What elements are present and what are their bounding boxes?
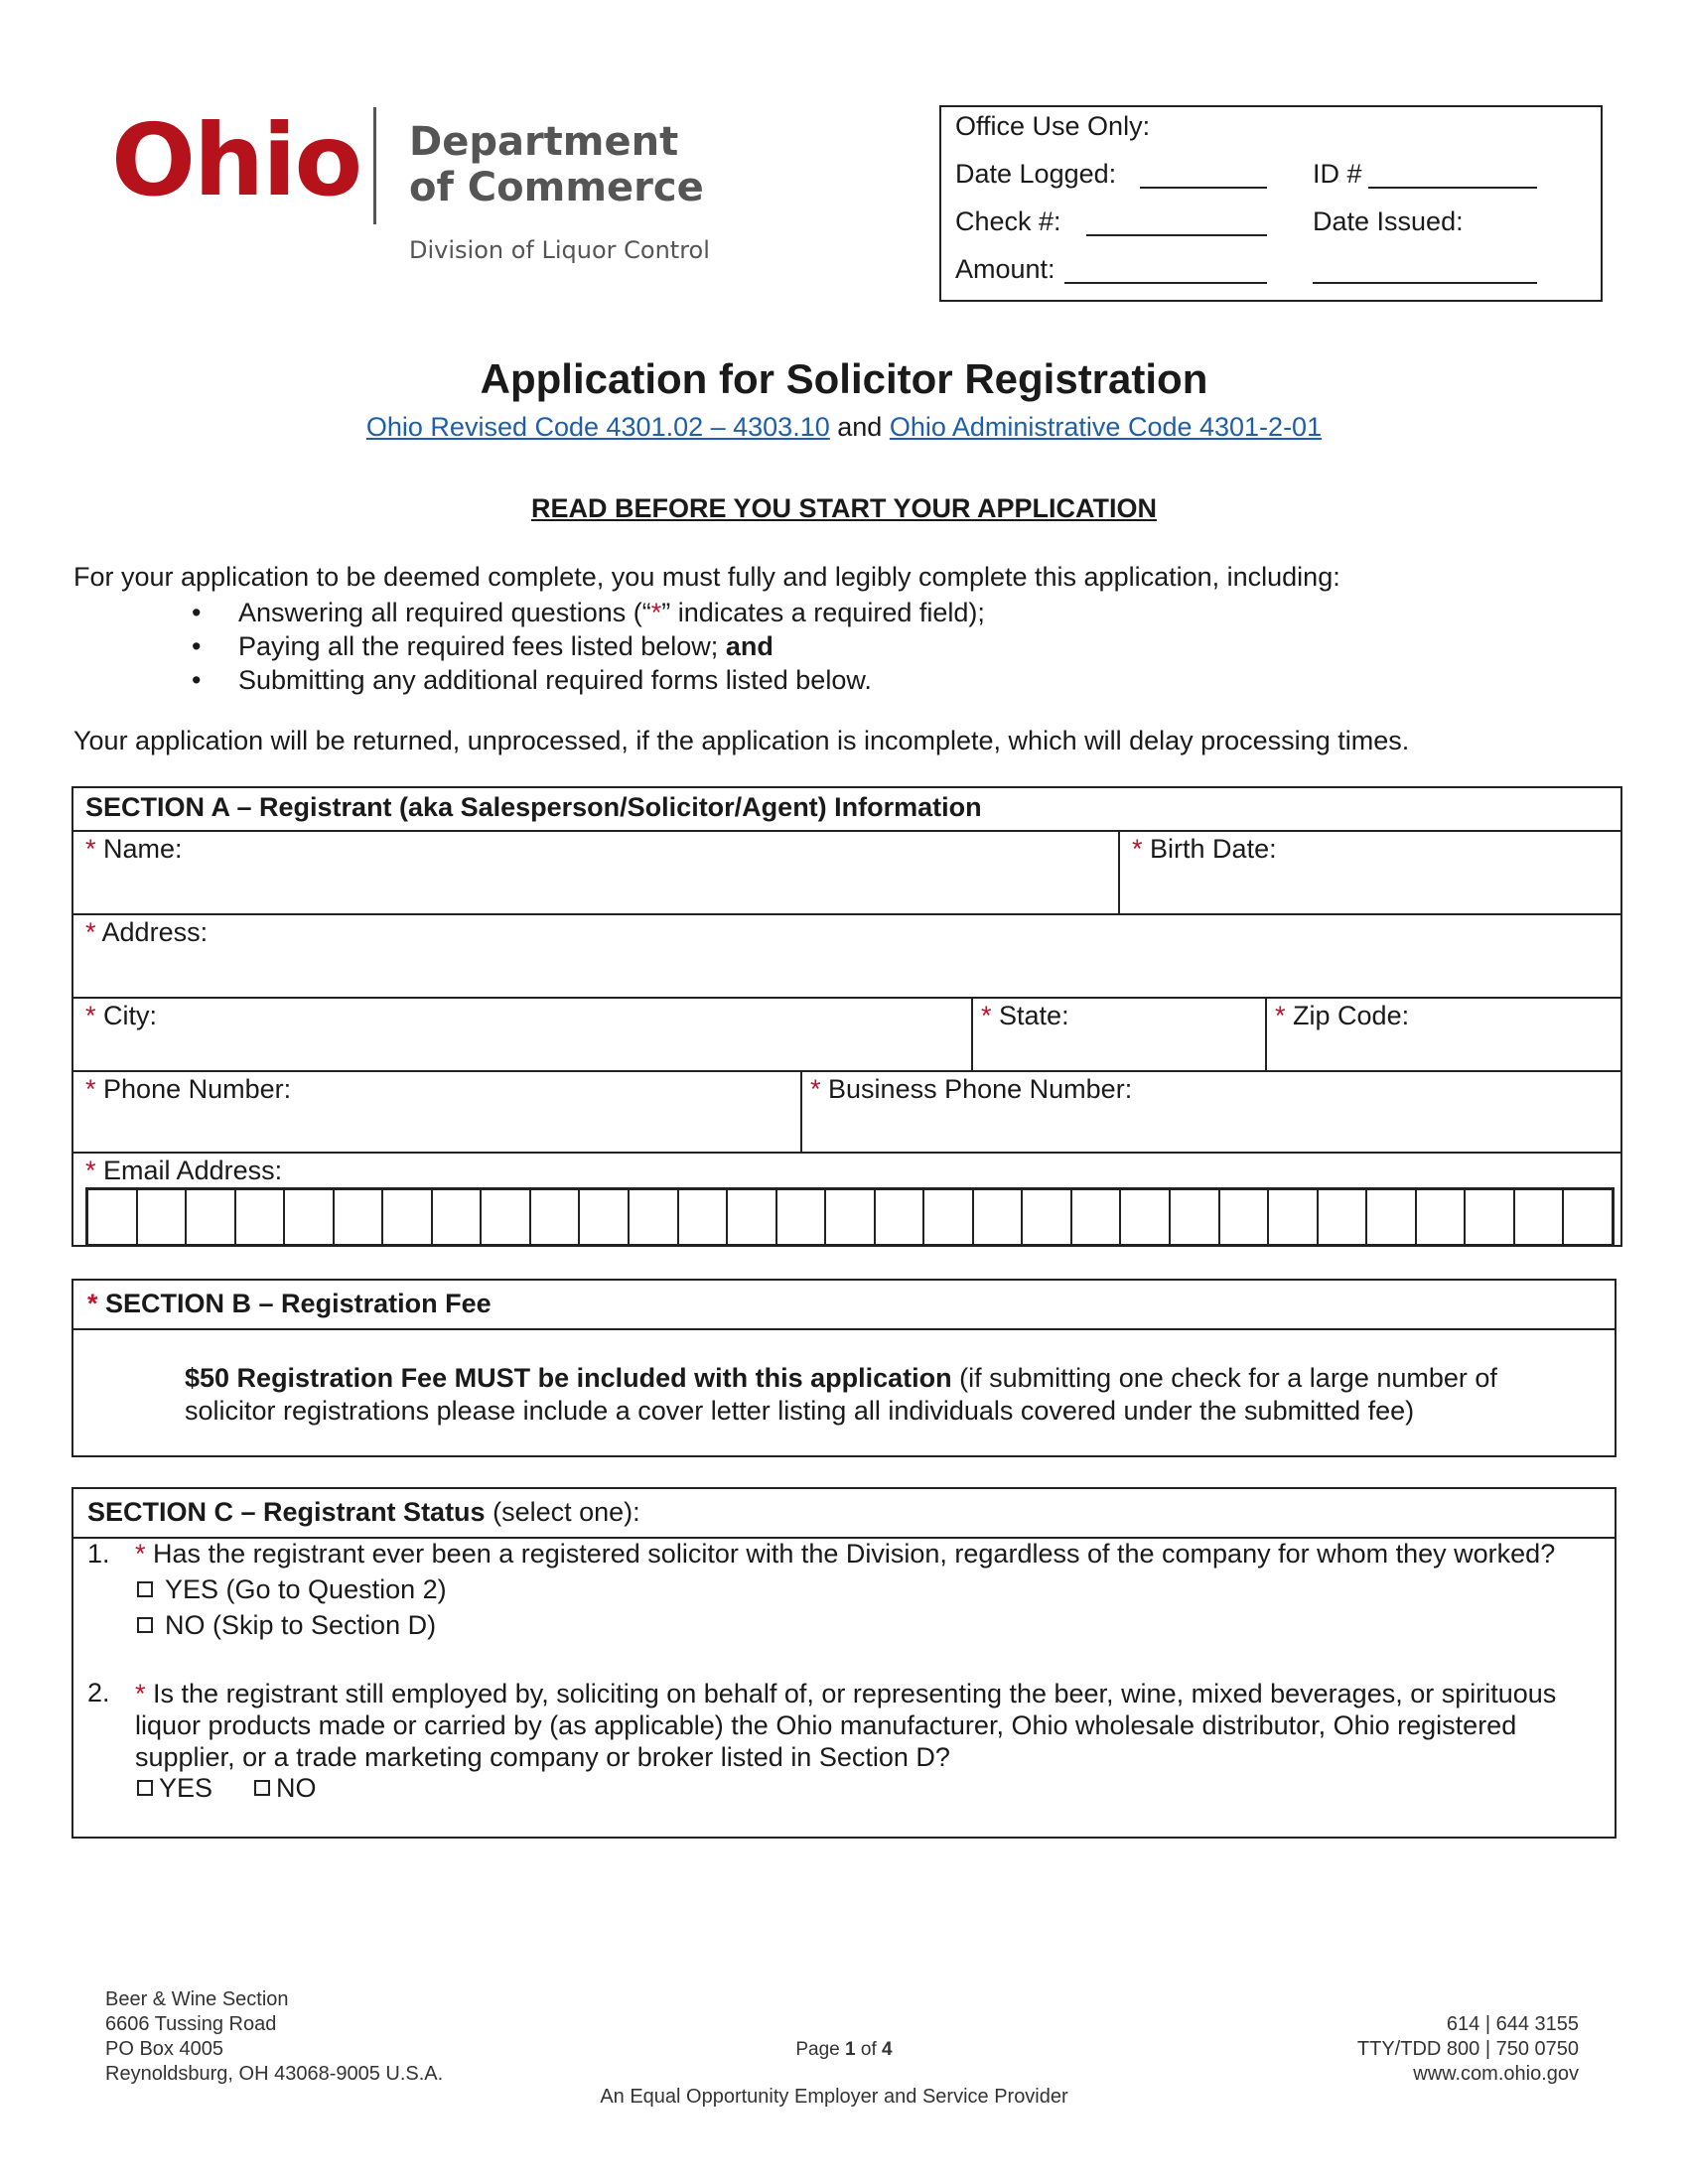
divider	[71, 1070, 1622, 1072]
city-field[interactable]: * City:	[85, 1001, 158, 1030]
business-phone-field[interactable]: * Business Phone Number:	[810, 1074, 1133, 1104]
date-issued-label: Date Issued:	[1313, 206, 1464, 236]
divider	[71, 997, 1622, 999]
list-item: • Submitting any additional required forms listed below.	[238, 663, 985, 697]
intro-text: For your application to be deemed complete, you must fully and legibly complete this application, including:	[73, 562, 1340, 592]
id-field[interactable]	[1368, 187, 1537, 189]
divider	[71, 913, 1622, 915]
date-logged-field[interactable]	[1140, 187, 1267, 189]
address-field[interactable]: * Address:	[85, 917, 209, 947]
department-line1: Department	[409, 119, 679, 165]
checkbox-icon[interactable]	[137, 1780, 153, 1796]
office-use-box	[939, 105, 1603, 302]
divider	[800, 1070, 802, 1154]
ohio-revised-code-link[interactable]: Ohio Revised Code 4301.02 – 4303.10	[365, 412, 830, 442]
read-before-heading: READ BEFORE YOU START YOUR APPLICATION	[530, 493, 1158, 523]
zip-code-field[interactable]: * Zip Code:	[1275, 1001, 1410, 1030]
q2-yes-option[interactable]: YES	[137, 1773, 212, 1804]
question-1-text: * Has the registrant ever been a registered solicitor with the Division, regardless of the company for whom they worked?	[135, 1539, 1556, 1569]
id-label: ID #	[1313, 159, 1362, 189]
requirements-list	[238, 596, 985, 697]
divider	[971, 997, 973, 1072]
birth-date-field[interactable]: * Birth Date:	[1132, 834, 1277, 864]
date-issued-field[interactable]	[1313, 282, 1537, 284]
code-references	[0, 412, 1688, 443]
equal-opportunity-text: An Equal Opportunity Employer and Service Provider	[600, 2086, 1068, 2108]
divider	[1118, 830, 1120, 915]
divider	[71, 830, 1622, 832]
page-number: Page 1 of 4	[795, 2039, 893, 2060]
amount-label: Amount:	[955, 254, 1055, 284]
q1-no-option[interactable]: NO (Skip to Section D)	[137, 1610, 436, 1641]
divider	[71, 1152, 1622, 1154]
list-item: • Answering all required questions (“*” indicates a required field);	[238, 596, 985, 629]
office-use-title: Office Use Only:	[955, 111, 1151, 141]
check-field[interactable]	[1086, 234, 1267, 236]
email-label: * Email Address:	[85, 1156, 283, 1185]
divider	[71, 1328, 1617, 1330]
page-title: Application for Solicitor Registration	[480, 355, 1208, 402]
checkbox-icon[interactable]	[137, 1617, 153, 1633]
divider	[1265, 997, 1267, 1072]
return-notice: Your application will be returned, unprocessed, if the application is incomplete, which will delay processing times.	[73, 726, 1410, 755]
q1-yes-option[interactable]: YES (Go to Question 2)	[137, 1574, 447, 1605]
division-name: Division of Liquor Control	[409, 236, 710, 264]
phone-number-field[interactable]: * Phone Number:	[85, 1074, 292, 1104]
amount-field[interactable]	[1064, 282, 1267, 284]
footer-address: Beer & Wine Section 6606 Tussing Road PO Box 4005 Reynoldsburg, OH 43068-9005 U.S.A.	[105, 1988, 444, 2085]
logo-divider	[373, 107, 376, 224]
ohio-admin-code-link[interactable]: Ohio Administrative Code 4301-2-01	[889, 412, 1323, 442]
list-item: • Paying all the required fees listed below; and	[238, 629, 985, 663]
question-2-text: * Is the registrant still employed by, soliciting on behalf of, or representing the beer, wine, mixed beverages, or spirituous liquor products made or carried by (as applicable) the Ohio manufacturer, Ohio wholesale distributor, Ohio registered supplier, or a trade marketing company or broker listed in Section D?	[135, 1679, 1557, 1772]
checkbox-icon[interactable]	[254, 1780, 270, 1796]
check-label: Check #:	[955, 206, 1061, 236]
ohio-logo: Ohio	[111, 102, 361, 218]
state-field[interactable]: * State:	[981, 1001, 1069, 1030]
q2-no-option[interactable]: NO	[254, 1773, 317, 1804]
section-a-heading: SECTION A – Registrant (aka Salesperson/Solicitor/Agent) Information	[85, 792, 982, 822]
footer-contact: 614 | 644 3155 TTY/TDD 800 | 750 0750 www.com.ohio.gov	[1356, 2013, 1579, 2085]
question-2-number: 2.	[87, 1678, 110, 1707]
question-1-number: 1.	[87, 1539, 110, 1569]
email-address-grid[interactable]	[85, 1187, 1615, 1247]
and-text: and	[837, 412, 883, 442]
section-c-heading: SECTION C – Registrant Status (select one):	[87, 1497, 640, 1527]
department-name	[409, 119, 704, 210]
date-logged-label: Date Logged:	[955, 159, 1117, 189]
department-line2: of Commerce	[409, 165, 704, 210]
checkbox-icon[interactable]	[137, 1581, 153, 1597]
name-field[interactable]: * Name:	[85, 834, 183, 864]
registration-fee-text: $50 Registration Fee MUST be included with this application (if submitting one check for a large number of solicitor registrations please include a cover letter listing all individuals covered under the submitted fee)	[185, 1363, 1497, 1426]
section-b-heading: * SECTION B – Registration Fee	[87, 1289, 492, 1318]
